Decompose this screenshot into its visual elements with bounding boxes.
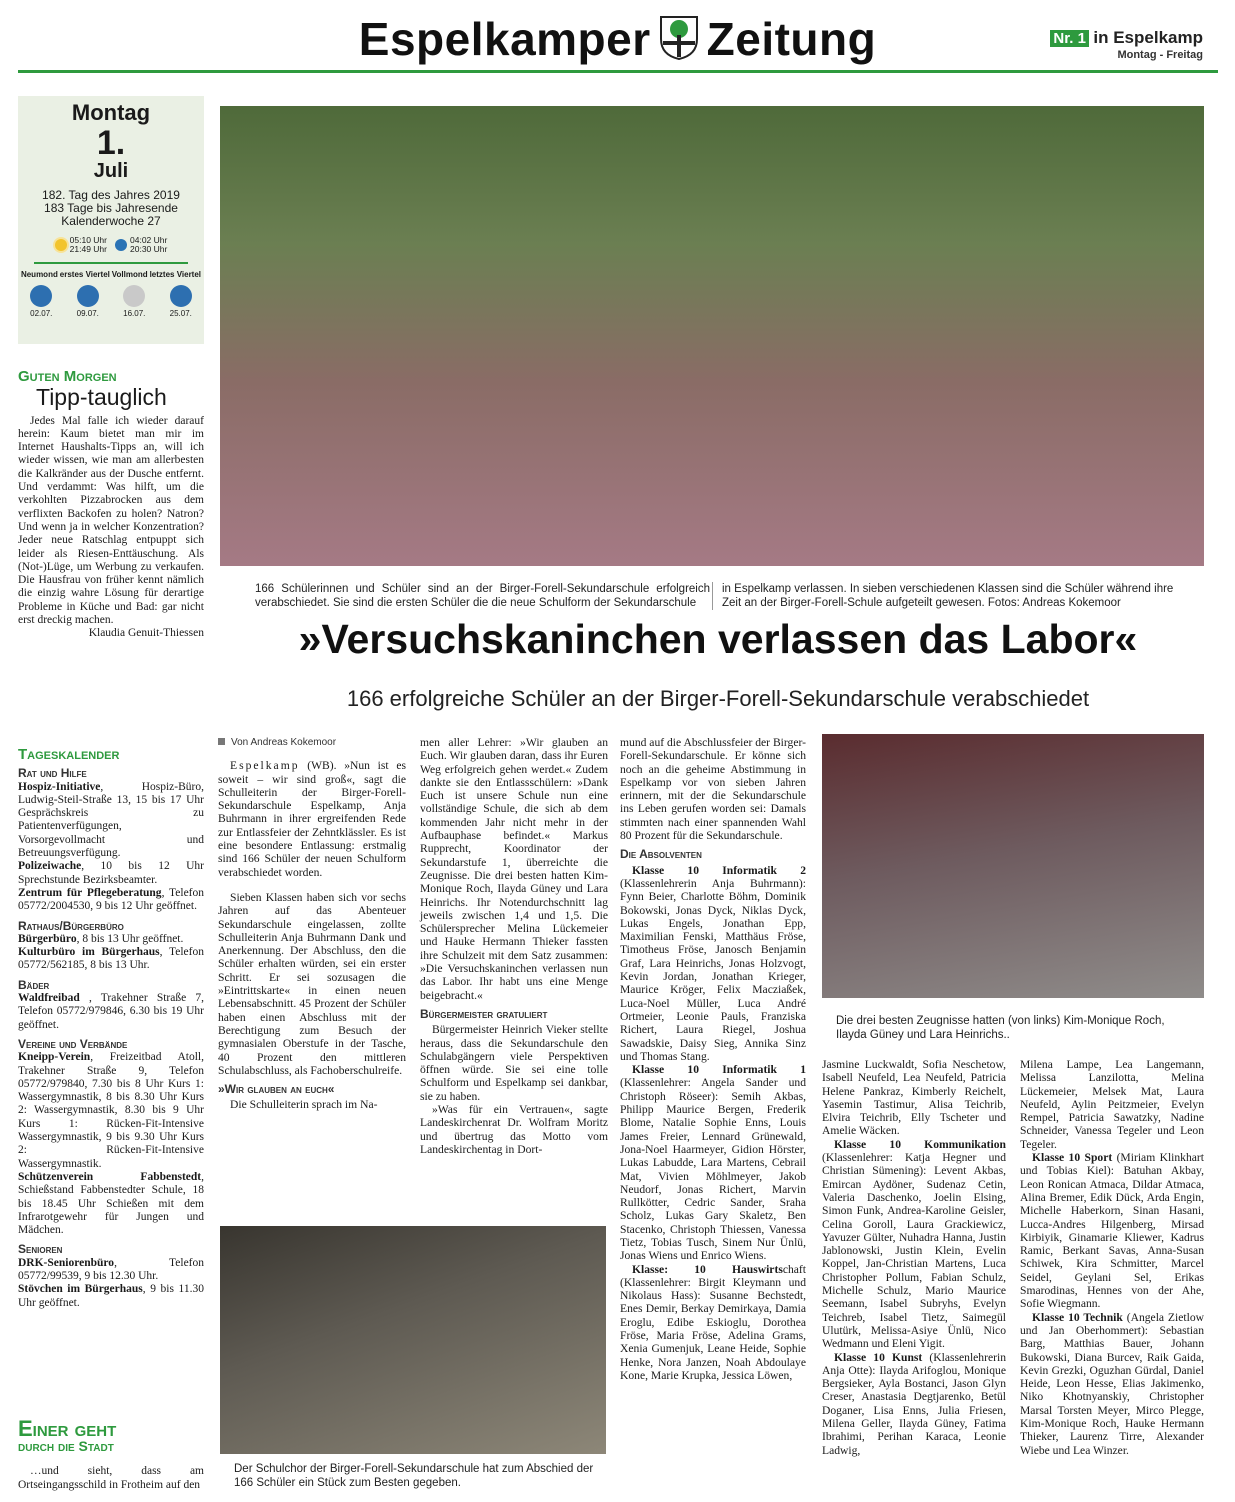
guten-morgen-body: Jedes Mal falle ich wieder darauf herein: Kaum bietet man mir im Internet Haushalts-Tipps an, will ich wieder wissen, wie man am allerbesten die Kalkränder aus der Dusche entfernt. Und verdammt: Was hilft, um die verkohlten Pizzabrocken aus dem verflixten Backofen zu holen? Natron? Und wenn ja in welcher Konzentration? Jeder neue Ratschlag entpuppt sich leider als Riesen-Enttäuschung. Als (Not-)Lüge, um Werbung zu verkaufen. Die Hausfrau von früher kennt nämlich die einzig wahre Lösung für derartige Probleme in Küche und Bad: gar nicht erst dreckig machen.	[18, 414, 204, 627]
tageskalender-entry: Kulturbüro im Bürgerhaus, Telefon 05772/562185, 8 bis 13 Uhr.	[18, 946, 204, 972]
moon-phase-labels: Neumond erstes Viertel Vollmond letztes Viertel	[20, 270, 202, 279]
einer-geht-subtitle: durch die Stadt	[18, 1438, 114, 1454]
moon-icon	[115, 239, 127, 251]
tageskalender-sections	[18, 767, 204, 1310]
tageskalender-title: Tageskalender	[18, 746, 120, 763]
weekday: Montag	[71, 100, 151, 125]
month: Juli	[93, 160, 129, 182]
moon-phase-dates: 02.07. 09.07. 16.07. 25.07.	[30, 309, 192, 318]
class-group-photo	[220, 106, 1204, 566]
article-column-3: mund auf die Abschlussfeier der Birger-Forell-Sekundarschule. Er könne sich noch an die geheime Abstimmung in Espelkamp vor von sieben Jahren erinnern, mit der die Sekundarschule ins Leben gerufen worden sei: Damals stimmten nach einer spannenden Wahl 80 Prozent für die Sekundarschule. Die Absolventen Klasse 10 Informatik 2 (Klassenlehrerin Anja Buhrmann): Fynn Beier, Charlotte Böhm, Dominik Bokowski, Jonas Dyck, Niklas Dyck, Lukas Engels, Jonathan Epp, Maximilian Fenski, Matthäus Fröse, Timotheus Fröse, Janosch Benjamin Graf, Lara Heinrichs, Jonas Holzvogt, Kevin Jordan, Jonathan Krieger, Maurice Kröger, Felix Macziaßek, Luca-Noel Müller, Luca André Ortmeier, Leonie Pauls, Franziska Richert, Laura Riegel, Joshua Sawadskie, Daisy Sieg, Annika Sinz und Thomas Stang. Klasse 10 Informatik 1 (Klassenlehrer: Angela Sander und Christoph Röseer): Semih Akbas, Philipp Maurice Bergen, Frederik Blome, Natalie Sophie Enns, Louis James Freier, Lennard Grünewald, Jona-Noel Haarmeyer, Gidion Hörster, Lukas Labudde, Lara Martens, Cebrail Mat, Vivien Möhlmeyer, Jakob Neudorf, Jonas Richert, Marvin Rullkötter, Cedric Sander, Sraha Scholz, Lukas Gary Skaletz, Ben Stacenko, Christoph Thiessen, Vanessa Tietz, Tobias Tusch, Sinem Nur Ünlü, Jonas Wiens und Enrico Wiens. Klasse: 10 Hauswirtschaft (Klassenlehrer: Birgit Kleymann und Nikolaus Hass): Susanne Bechstedt, Enes Demir, Berkay Demirkaya, Damia Eroglu, Edibe Eskioglu, Dorothea Fröse, Maria Fröse, Adelina Grams, Xenia Gumenjuk, Leane Heide, Sophie Henke, Nora Janzen, Noah Abdoulaye Kone, Marie Krupka, Jessica Löwen,	[620, 736, 806, 1382]
best-students-caption: Die drei besten Zeugnisse hatten (von links) Kim-Monique Roch, Ilayda Güney und Lara Heinrichs..	[836, 1015, 1165, 1041]
photo-caption-right: in Espelkamp verlassen. In sieben verschiedenen Klassen sind die Schüler während ihre Zeit an der Birger-Forell-Schule aufgeteilt gewesen. Fotos: Andreas Kokemoor	[722, 583, 1174, 609]
guten-morgen-column	[18, 370, 204, 641]
tageskalender-section-head: Rat und Hilfe	[18, 766, 87, 781]
byline-marker-icon	[218, 738, 225, 745]
tageskalender	[18, 748, 204, 1310]
subhead-absolventen: Die Absolventen	[620, 847, 702, 862]
subhead-buergermeister: Bürgermeister gratuliert	[420, 1006, 548, 1021]
tageskalender-section-head: Senioren	[18, 1242, 63, 1257]
first-quarter-icon	[77, 285, 99, 307]
tageskalender-entry: Waldfreibad , Trakehner Straße 7, Telefon 05772/979846, 6.30 bis 19 Uhr geöffnet.	[18, 992, 204, 1031]
best-students-photo	[822, 734, 1204, 998]
article-column-2: men aller Lehrer: »Wir glauben an Euch. Wir glauben daran, dass ihr Euren Weg erfolgreich gehen werdet.« Zudem dankte sie den Entlassschülern: »Dank Euch ist unsere Schule nun eine vollständige Schule, die sich ab dem kommenden Jahr nicht mehr in der Aufbauphase befindet.« Markus Rupprecht, Koordinator der Sekundarstufe 1, überreichte die Zeugnisse. Die drei besten hatten Kim-Monique Roch, Ilayda Güney und Lara Heinrichs. Ihr Notendurchschnitt lag jeweils zwischen 1,4 und 1,5. Die Schülersprecher Melina Lückemeier und Hauke Hermann Thieker fassten ihre Schulzeit mit dem Satz zusammen: »Die Versuchskaninchen verlassen nun das Labor. Ihr habt uns eine Menge beigebracht.« Bürgermeister gratuliert Bürgermeister Heinrich Vieker stellte heraus, dass die Sekundarschule den Schulabgängern viele Perspektiven öffnen würde. Sie sei eine tolle Schulform und Espelkamp sei dankbar, sie zu haben. »Was für ein Vertrauen«, sagte Landeskirchenrat Dr. Wolfram Moritz und übertrug das Motto vom Landeskirchentag in Dort-	[420, 736, 608, 1156]
dateline: Espelkamp	[230, 759, 300, 773]
tageskalender-entry: Bürgerbüro, 8 bis 13 Uhr geöffnet.	[18, 932, 184, 945]
tageskalender-entry: Polizeiwache, 10 bis 12 Uhr Sprechstunde Bezirksbeamter.	[18, 860, 204, 886]
article-subhead: 166 erfolgreiche Schüler an der Birger-Forell-Sekundarschule verabschiedet	[346, 686, 1090, 711]
article-column-1: Von Andreas Kokemoor Espelkamp (WB). »Nun ist es soweit – wir sind groß«, sagt die Schulleiterin der Birger-Forell-Sekundarschule Espelkamp, Anja Buhrmann in ihrer ergreifenden Rede zur Entlassfeier der Zehntklässler. Es ist eine besondere Entlassung: erstmalig sind 166 Schüler der neuen Schulform verabschiedet worden. Sieben Klassen haben sich vor sechs Jahren auf das Abenteuer Sekundarschule eingelassen, zollte Schulleiterin Anja Buhrmann Dank und Anerkennung. Der Abschluss, den die Schüler erhalten würden, sei ein erster Schritt. Er sei sozusagen die »Eintrittskarte« in einen neuen Lebensabschnitt. 45 Prozent der Schüler haben einen Abschluss mit der Berechtigung zum Besuch der gymnasialen Oberstufe in der Tasche, 40 Prozent den mittleren Schulabschluss, als Fachoberschulreife. »Wir glauben an euch« Die Schulleiterin sprach im Na-	[218, 737, 406, 1112]
subhead-wir-glauben: »Wir glauben an euch«	[218, 1082, 335, 1097]
moon-phase-icons	[18, 285, 204, 307]
full-moon-icon	[123, 285, 145, 307]
tageskalender-entry: Hospiz-Initiative, Hospiz-Büro, Ludwig-Steil-Straße 13, 15 bis 17 Uhr Gesprächskreis zu Patientenverfügungen, Vorsorgevollmacht und Betreuungsverfügung.	[18, 780, 204, 860]
einer-geht-title: Einer geht	[18, 1416, 117, 1441]
einer-geht-body: …und sieht, dass am Ortseingangsschild in Frotheim auf den	[18, 1465, 204, 1491]
guten-morgen-author: Klaudia Genuit-Thiessen	[88, 627, 204, 640]
tageskalender-entry: Zentrum für Pflegeberatung, Telefon 05772/2004530, 9 bis 12 Uhr geöffnet.	[18, 886, 204, 913]
guten-morgen-kicker: Guten Morgen	[18, 368, 117, 385]
masthead	[0, 0, 1235, 78]
guten-morgen-title: Tipp-tauglich	[36, 384, 167, 411]
photo-caption-left: 166 Schülerinnen und Schüler sind an der Birger-Forell-Sekundarschule erfolgreich verabschiedet. Sie sind die ersten Schüler die die neue Schulform der Sekundarschule	[255, 583, 710, 609]
day-info: 182. Tag des Jahres 2019 183 Tage bis Jahresende Kalenderwoche 27	[42, 188, 180, 228]
tageskalender-section-head: Rathaus/Bürgerbüro	[18, 918, 124, 933]
tageskalender-entry: Kneipp-Verein, Freizeitbad Atoll, Trakehner Straße 9, Telefon 05772/979840, 7.30 bis 8 Uhr Kurs 1: Wassergymnastik, 8 bis 8.30 Uhr Kurs 2: Wassergymnastik, 8.30 bis 9 Uhr Kurs 1: Rücken-Fit-Intensive Wassergymnastik, 9 bis 9.30 Uhr Kurs 2: Rücken-Fit-Intensive Wassergymnastik.	[18, 1051, 204, 1170]
tageskalender-section-head: Bäder	[18, 977, 50, 992]
city-crest-icon	[659, 15, 699, 61]
day-number: 1.	[96, 124, 126, 162]
masthead-rule	[18, 70, 1218, 73]
sun-icon	[55, 239, 67, 251]
date-box	[18, 96, 204, 344]
byline: Von Andreas Kokemoor	[218, 736, 406, 749]
school-choir-caption: Der Schulchor der Birger-Forell-Sekundarschule hat zum Abschied der 166 Schüler ein Stück zum Besten gegeben.	[234, 1463, 594, 1489]
sun-moon-times: 05:10 Uhr 21:49 Uhr 04:02 Uhr 20:30 Uhr	[18, 236, 204, 254]
tageskalender-section-head: Vereine und Verbände	[18, 1036, 128, 1051]
new-moon-icon	[30, 285, 52, 307]
edition-badge: Nr. 1 in Espelkamp Montag - Freitag	[1050, 28, 1203, 61]
tageskalender-entry: Schützenverein Fabbenstedt, Schießstand Fabbenstedter Schule, 18 bis 18.45 Uhr Schießen mit dem Infrarotgewehr für Jungen und Mädchen.	[18, 1170, 204, 1237]
article-headline: »Versuchskaninchen verlassen das Labor«	[298, 616, 1138, 662]
newspaper-title: Espelkamper Zeitung	[358, 13, 877, 65]
article-column-4: Jasmine Luckwaldt, Sofia Neschetow, Isabell Neufeld, Lea Neufeld, Patricia Helene Pankraz, Kimberly Reichelt, Yasemin Tastimur, Alisa Teichrib, Elvira Teichrib, Elly Tscheter und Amelie Wäcken. Klasse 10 Kommunikation (Klassenlehrer: Katja Hegner und Christian Sümening): Levent Akbas, Emircan Aydöner, Sudenaz Cetin, Valeria Daschenko, Joelin Elsing, Simon Funk, Andrea-Karoline Geisler, Celina Goroll, Laura Grackiewicz, Yavuzer Gülter, Nuhadra Hanna, Justin Jablonowski, Justin Klein, Evelin Koppel, Jan-Christian Martens, Luca Christopher Pollum, Fabian Schulz, Michelle Schulz, Mario Maurice Seemann, Isabel Subryhs, Evelyn Teichreb, Isabel Tietz, Saimegül Ulutürk, Melissa-Asiye Ünlü, Nico Wedmann und Eleni Yigit. Klasse 10 Kunst (Klassenlehrerin Anja Otte): Ilayda Arifoglou, Monique Bergsieker, Ayla Bostanci, Jason Glyn Creser, Anastasia Degtjarenko, Betül Doganer, Lisa Enns, Julia Friesen, Milena Geller, Ilayda Güney, Fatima Ibrahimi, Perihan Karaca, Leonie Ladwig,	[822, 1058, 1006, 1457]
article-column-5: Milena Lampe, Lea Langemann, Melissa Lanzilotta, Melina Lückemeier, Melsek Mat, Laura Neufeld, Aylin Peitzmeier, Evelyn Rempel, Patricia Sawatzky, Nadine Schneider, Vanessa Tegeler und Leon Tegeler. Klasse 10 Sport (Miriam Klinkhart und Tobias Kiel): Batuhan Akbay, Leon Ronican Atmaca, Dildar Atmaca, Alina Bremer, Edik Dück, Arda Engin, Michelle Haberkorn, Sinan Hasani, Lucca-Andres Hilgenberg, Mirsad Kirbiyik, Ginamarie Kliewer, Kadrus Ramic, Berkant Savas, Anna-Susan Schiwek, Kira Schmitter, Marcel Seidel, Geylani Sel, Erikas Smarodinas, Hennes von der Ahe, Sofie Wiegmann. Klasse 10 Technik (Angela Zietlow und Jan Oberhommert): Sebastian Barg, Matthias Bauer, Johann Bukowski, Diana Burcev, Raik Gaida, Kevin Grezki, Oguzhan Gürdal, Daniel Heide, Leon Hesse, Elias Jakimenko, Niko Khotnyanskiy, Christopher Marsal Torsten Meyer, Mirco Plegge, Kim-Monique Roch, Hauke Hermann Thieker, Laurenz Tirre, Alexander Wiebe und Lea Winzer.	[1020, 1058, 1204, 1457]
tageskalender-entry: DRK-Seniorenbüro, Telefon 05772/99539, 9 bis 12.30 Uhr.	[18, 1256, 204, 1282]
school-choir-photo	[220, 1226, 606, 1454]
einer-geht-column	[18, 1418, 204, 1492]
tageskalender-entry: Stövchen im Bürgerhaus, 9 bis 11.30 Uhr geöffnet.	[18, 1283, 204, 1309]
last-quarter-icon	[170, 285, 192, 307]
